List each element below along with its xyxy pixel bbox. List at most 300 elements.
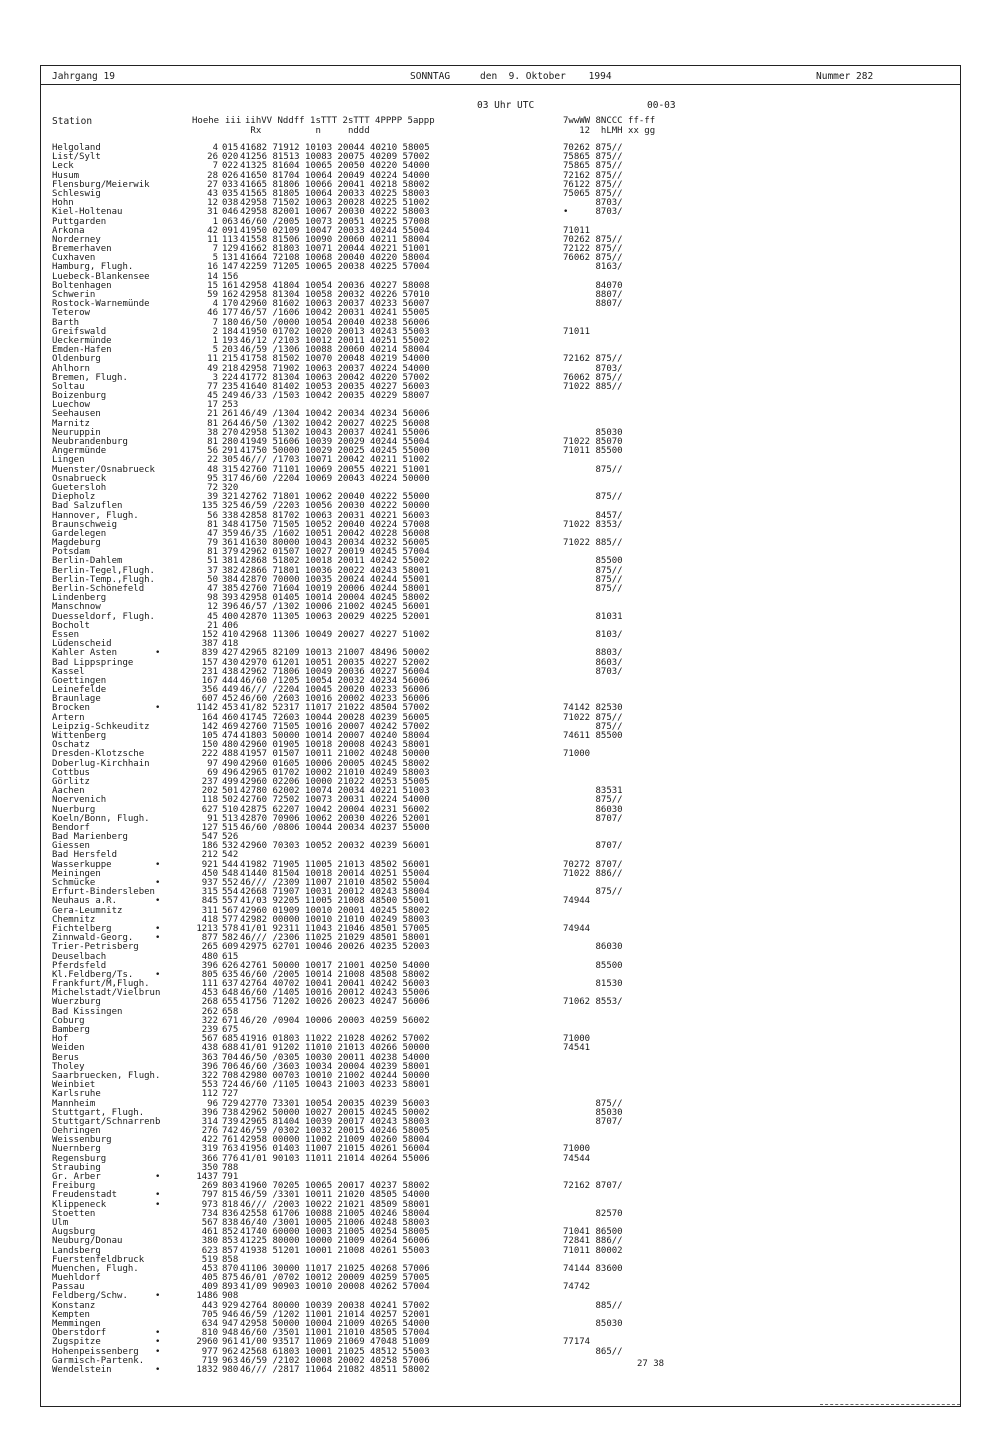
- table-cell: 803: [222, 1181, 239, 1192]
- table-cell: 71022 885//: [563, 381, 623, 392]
- table-cell: 72162 875//: [563, 170, 623, 181]
- table-cell: 838: [222, 1217, 239, 1228]
- table-cell: 46/33 /1503 10042 20035 40229 58007: [240, 391, 430, 402]
- table-cell: 839: [201, 648, 218, 659]
- table-cell: 7: [212, 244, 218, 255]
- table-cell: Brocken •: [52, 703, 161, 714]
- table-cell: Oehringen: [52, 1126, 101, 1137]
- table-cell: 74144 83600: [563, 1263, 623, 1274]
- table-cell: 542: [222, 850, 239, 861]
- table-cell: 42875 62207 10042 20004 40231 56002: [240, 804, 430, 815]
- table-cell: 51: [207, 556, 218, 567]
- table-cell: Ahlhorn: [52, 363, 90, 374]
- table-cell: Weinbiet: [52, 1080, 96, 1091]
- table-cell: 875//: [563, 584, 623, 594]
- table-cell: 705: [201, 1309, 218, 1320]
- groups-2-column: [563, 144, 623, 1375]
- table-cell: 885//: [563, 1300, 623, 1311]
- table-cell: Gera-Leumnitz: [52, 905, 123, 916]
- table-cell: 46/60 /1105 10043 21003 40233 58001: [240, 1080, 430, 1091]
- table-cell: Wasserkuppe •: [52, 859, 161, 870]
- table-cell: 41/01 92311 11043 21046 48501 57005: [240, 923, 430, 934]
- table-cell: Augsburg: [52, 1227, 96, 1238]
- table-cell: 38: [207, 427, 218, 438]
- table-cell: Weissenburg: [52, 1135, 112, 1146]
- table-cell: 45: [207, 611, 218, 622]
- table-cell: 449: [222, 685, 239, 696]
- table-cell: 658: [222, 1006, 239, 1017]
- table-cell: 729: [222, 1098, 239, 1109]
- table-cell: 46/40 /3001 10005 21006 40248 58003: [240, 1217, 430, 1228]
- table-cell: 532: [222, 841, 239, 852]
- table-cell: 56: [207, 510, 218, 521]
- table-cell: 947: [222, 1319, 239, 1329]
- table-cell: 026: [222, 170, 239, 181]
- table-cell: [563, 1127, 623, 1136]
- table-cell: 59: [207, 290, 218, 300]
- table-cell: 453: [201, 988, 218, 999]
- table-cell: 14: [207, 271, 218, 282]
- table-cell: Bocholt: [52, 620, 90, 631]
- table-cell: 75865 875//: [563, 152, 623, 163]
- table-cell: 875//: [563, 464, 623, 475]
- column-hoehe: Hoehe: [192, 116, 220, 126]
- table-cell: 46/60 /1205 10054 20032 40234 56006: [240, 675, 430, 686]
- table-cell: 135: [201, 501, 218, 512]
- table-cell: 8807/: [563, 299, 623, 310]
- table-cell: 870: [222, 1263, 239, 1274]
- table-cell: [563, 1366, 623, 1375]
- table-cell: Bamberg: [52, 1025, 90, 1035]
- table-cell: Leck: [52, 161, 74, 172]
- table-cell: 1486: [196, 1291, 218, 1302]
- table-cell: 41745 72603 10044 20028 40239 56005: [240, 712, 430, 723]
- table-cell: 42960 01905 10018 20008 40243 58001: [240, 740, 430, 751]
- table-cell: Zinnwald-Georg. •: [52, 933, 161, 944]
- table-cell: 21: [207, 409, 218, 420]
- table-cell: 17: [207, 400, 218, 411]
- table-cell: 430: [222, 657, 239, 668]
- table-cell: 452: [222, 694, 239, 705]
- table-cell: 858: [222, 1254, 239, 1265]
- table-cell: 46/59 /2102 10008 20002 40258 57006: [240, 1355, 430, 1366]
- table-cell: Berlin-Tegel,Flugh.: [52, 565, 155, 576]
- table-cell: 46/50 /1302 10042 20027 40225 56008: [240, 418, 430, 429]
- table-cell: 788: [222, 1162, 239, 1173]
- table-cell: Oldenburg: [52, 354, 101, 365]
- table-cell: 948: [222, 1328, 239, 1339]
- table-cell: 063: [222, 216, 239, 227]
- table-cell: 038: [222, 198, 239, 209]
- table-cell: 85030: [563, 427, 623, 438]
- station-column: [52, 144, 160, 1375]
- table-cell: 937: [201, 878, 218, 888]
- table-cell: 70262 875//: [563, 143, 623, 153]
- table-cell: Regensburg: [52, 1153, 107, 1164]
- table-cell: 1: [212, 335, 218, 346]
- groups-1-column: [240, 144, 430, 1375]
- table-cell: 72162 8707/: [563, 1181, 623, 1192]
- table-cell: 46/60 /2204 10069 20043 40224 50000: [240, 473, 430, 484]
- table-cell: 363: [201, 1052, 218, 1063]
- table-cell: 42870 70906 10062 20030 40226 52001: [240, 813, 430, 824]
- table-cell: 8163/: [563, 262, 623, 273]
- table-cell: 72: [207, 482, 218, 493]
- table-cell: 71022 885//: [563, 538, 623, 549]
- table-cell: 41772 81304 10063 20042 40220 57002: [240, 372, 430, 383]
- table-cell: 845: [201, 896, 218, 907]
- table-cell: 162: [222, 290, 239, 300]
- table-cell: 033: [222, 179, 239, 190]
- table-cell: 41/03 92205 11005 21008 48500 55001: [240, 896, 430, 907]
- table-cell: 76062 875//: [563, 372, 623, 383]
- table-cell: 41/01 90103 11011 21014 40264 55006: [240, 1153, 430, 1164]
- table-cell: 1213: [196, 923, 218, 934]
- table-cell: 42259 71205 10065 20038 40225 57004: [240, 262, 430, 273]
- table-cell: 46/60 /2603 10016 20002 40233 56006: [240, 694, 430, 705]
- footer-dash: [820, 1404, 960, 1405]
- table-cell: 42965 01702 10002 21010 40249 58003: [240, 767, 430, 778]
- table-cell: Kassel: [52, 666, 85, 677]
- table-cell: 380: [201, 1236, 218, 1247]
- table-cell: 42962 71806 10049 20036 40227 56004: [240, 666, 430, 677]
- table-cell: 156: [222, 271, 239, 282]
- table-cell: Berlin-Dahlem: [52, 556, 123, 567]
- table-cell: 567: [201, 1034, 218, 1045]
- table-cell: 75865 875//: [563, 161, 623, 172]
- table-cell: 946: [222, 1309, 239, 1320]
- table-cell: 42958 41804 10054 20036 40227 58008: [240, 280, 430, 291]
- table-cell: 113: [222, 234, 239, 245]
- table-cell: 12: [207, 602, 218, 613]
- table-cell: 112: [201, 1089, 218, 1100]
- table-cell: 875//: [563, 1098, 623, 1109]
- date-label: den 9. Oktober 1994: [480, 71, 612, 82]
- table-cell: Hohenpeissenberg •: [52, 1346, 161, 1357]
- table-cell: 46/60 /2005 10014 21008 48508 58002: [240, 969, 430, 980]
- table-cell: 634: [201, 1319, 218, 1329]
- column-iii: iii: [225, 116, 242, 126]
- table-cell: 42960 01605 10006 20005 40245 58002: [240, 758, 430, 769]
- time-range: 00-03: [647, 100, 676, 111]
- table-cell: 72841 886//: [563, 1236, 623, 1247]
- table-cell: 815: [222, 1190, 239, 1201]
- table-cell: 810: [201, 1328, 218, 1339]
- table-cell: 875//: [563, 795, 623, 806]
- table-cell: 264: [222, 418, 239, 429]
- table-cell: 170: [222, 299, 239, 310]
- table-cell: 42870 11305 10063 20029 40225 52001: [240, 611, 430, 622]
- table-cell: 41740 60000 10003 21005 40254 58005: [240, 1227, 430, 1238]
- table-cell: 42760 71101 10069 20055 40221 51001: [240, 464, 430, 475]
- table-cell: 41750 71505 10052 20040 40224 57008: [240, 519, 430, 530]
- table-cell: 42: [207, 225, 218, 236]
- table-cell: 41565 81805 10064 20033 40225 58003: [240, 188, 430, 199]
- table-cell: 41803 50000 10014 20007 40240 58004: [240, 731, 430, 741]
- table-cell: Neuhaus a.R. •: [52, 896, 161, 907]
- table-cell: 046: [222, 207, 239, 218]
- table-cell: 2: [212, 326, 218, 337]
- table-cell: [563, 677, 623, 686]
- table-cell: 320: [222, 482, 239, 493]
- table-cell: 86030: [563, 804, 623, 815]
- table-cell: 719: [201, 1355, 218, 1366]
- table-cell: Pferdsfeld: [52, 960, 107, 971]
- table-cell: Barth: [52, 317, 80, 328]
- table-cell: 405: [201, 1273, 218, 1284]
- table-cell: 46/// /1703 10071 20042 40211 51002: [240, 455, 430, 466]
- table-cell: Coburg: [52, 1015, 85, 1026]
- table-cell: [563, 309, 623, 318]
- table-cell: 315: [222, 464, 239, 475]
- table-cell: 42568 61803 10001 21025 48512 55003: [240, 1346, 430, 1357]
- table-cell: 41630 80000 10043 20034 40232 56005: [240, 538, 430, 549]
- table-cell: 382: [222, 565, 239, 576]
- table-cell: Guetersloh: [52, 482, 107, 493]
- table-cell: 627: [201, 804, 218, 815]
- table-cell: 8707/: [563, 813, 623, 824]
- table-cell: Bad Salzuflen: [52, 501, 123, 512]
- table-cell: 46/57 /1302 10006 21002 40245 56001: [240, 602, 430, 613]
- table-cell: Gardelegen: [52, 528, 107, 539]
- table-cell: 42866 71801 10036 20022 40243 58001: [240, 565, 430, 576]
- column-groups-1-sub: Rx n nddd: [245, 126, 370, 136]
- table-cell: 41938 51201 10001 21008 40261 55003: [240, 1245, 430, 1256]
- table-cell: 77: [207, 381, 218, 392]
- table-cell: Schmücke •: [52, 878, 161, 888]
- table-cell: 142: [201, 721, 218, 732]
- table-cell: 71022 8353/: [563, 519, 623, 530]
- table-cell: 350: [201, 1162, 218, 1173]
- table-cell: 438: [222, 666, 239, 677]
- table-cell: 020: [222, 152, 239, 163]
- table-cell: 461: [201, 1227, 218, 1238]
- table-cell: 708: [222, 1070, 239, 1081]
- table-cell: 5: [212, 345, 218, 356]
- table-cell: Bad Lippspringe: [52, 657, 134, 668]
- table-cell: Hamburg, Flugh.: [52, 262, 134, 273]
- table-cell: 857: [222, 1245, 239, 1256]
- table-cell: 82570: [563, 1208, 623, 1219]
- table-cell: Manschnow: [52, 602, 101, 613]
- table-cell: 42558 61706 10088 21005 40246 58004: [240, 1208, 430, 1219]
- column-groups-1: iihVV Nddff 1sTTT 2sTTT 4PPPP 5appp: [245, 116, 435, 126]
- table-cell: 42761 50000 10017 21001 40250 54000: [240, 960, 430, 971]
- table-cell: 973: [201, 1199, 218, 1210]
- table-cell: 46/59 /1202 11001 21014 40257 52001: [240, 1309, 430, 1320]
- table-cell: Hohn: [52, 198, 74, 209]
- table-cell: 8707/: [563, 1116, 623, 1127]
- table-cell: Frankfurt/M,Flugh.: [52, 979, 150, 990]
- table-cell: 480: [201, 951, 218, 962]
- table-cell: 387: [201, 639, 218, 650]
- table-cell: 41/01 91202 11010 21013 40266 50000: [240, 1043, 430, 1054]
- table-cell: 322: [201, 1070, 218, 1081]
- table-cell: 1437: [196, 1172, 218, 1182]
- table-cell: 71062 8553/: [563, 997, 623, 1008]
- table-cell: 554: [222, 887, 239, 898]
- table-cell: 980: [222, 1364, 239, 1375]
- table-cell: Freudenstadt •: [52, 1190, 161, 1201]
- table-cell: 74944: [563, 923, 591, 934]
- table-cell: 74611 85500: [563, 731, 623, 741]
- table-cell: 46/49 /1304 10042 20034 40234 56006: [240, 409, 430, 420]
- table-cell: 118: [201, 795, 218, 806]
- table-cell: Boizenburg: [52, 391, 107, 402]
- table-cell: Emden-Hafen: [52, 345, 112, 356]
- table-cell: 42975 62701 10046 20026 40235 52003: [240, 942, 430, 953]
- table-cell: 609: [222, 942, 239, 953]
- table-cell: 805: [201, 969, 218, 980]
- table-cell: 577: [222, 914, 239, 925]
- table-cell: 193: [222, 335, 239, 346]
- table-cell: 98: [207, 593, 218, 604]
- table-cell: 46/35 /1602 10051 20042 40228 56008: [240, 528, 430, 539]
- table-cell: 42770 73301 10054 20035 40239 56003: [240, 1098, 430, 1109]
- table-cell: 42965 81404 10039 20017 40243 58003: [240, 1116, 430, 1127]
- table-cell: Stoetten: [52, 1208, 96, 1219]
- table-cell: 215: [222, 354, 239, 365]
- table-cell: [563, 1072, 623, 1081]
- table-cell: 501: [222, 786, 239, 797]
- table-cell: 791: [222, 1172, 239, 1182]
- table-cell: 8703/: [563, 666, 623, 677]
- table-cell: 46/57 /1606 10042 20031 40241 55005: [240, 308, 430, 319]
- table-cell: 42764 40702 10041 20041 40242 56003: [240, 979, 430, 990]
- table-cell: 875//: [563, 721, 623, 732]
- table-cell: 41756 71202 10026 20023 40247 56006: [240, 997, 430, 1008]
- table-cell: Landsberg: [52, 1245, 101, 1256]
- table-cell: 81: [207, 437, 218, 447]
- table-cell: 582: [222, 933, 239, 944]
- table-cell: 797: [201, 1190, 218, 1201]
- table-cell: 305: [222, 455, 239, 466]
- table-cell: 42960 01909 10010 20001 40245 58002: [240, 905, 430, 916]
- table-cell: 147: [222, 262, 239, 273]
- table-cell: 738: [222, 1107, 239, 1118]
- table-cell: Aachen: [52, 786, 85, 797]
- table-cell: 567: [201, 1217, 218, 1228]
- year-label: Jahrgang 19: [52, 71, 115, 82]
- table-cell: 43: [207, 188, 218, 199]
- table-cell: 46/60 /1405 10016 20012 40243 55006: [240, 988, 430, 999]
- table-cell: 41650 81704 10064 20049 40224 54000: [240, 170, 430, 181]
- table-cell: [240, 1164, 430, 1173]
- table-cell: Weiden: [52, 1043, 85, 1054]
- table-cell: 875//: [563, 492, 623, 503]
- table-cell: 71011 80002: [563, 1245, 623, 1256]
- table-cell: 76062 875//: [563, 253, 623, 264]
- table-cell: 635: [222, 969, 239, 980]
- table-cell: 366: [201, 1153, 218, 1164]
- table-cell: Kempten: [52, 1309, 90, 1320]
- table-cell: 908: [222, 1291, 239, 1302]
- table-cell: 70272 8707/: [563, 859, 623, 870]
- table-cell: Cottbus: [52, 767, 90, 778]
- table-cell: 322: [201, 1015, 218, 1026]
- table-cell: 406: [222, 620, 239, 631]
- table-cell: 22: [207, 455, 218, 466]
- table-cell: Bremerhaven: [52, 244, 112, 255]
- table-cell: Rostock-Warnemünde: [52, 299, 150, 310]
- table-cell: Neuburg/Donau: [52, 1236, 123, 1247]
- hoehe-column: [194, 144, 218, 1375]
- table-cell: 71011 85500: [563, 446, 623, 457]
- table-cell: 129: [222, 244, 239, 255]
- table-cell: 42870 70000 10035 20024 40244 55001: [240, 574, 430, 585]
- table-cell: 42760 71505 10016 20007 40242 57002: [240, 721, 430, 732]
- table-cell: [563, 1063, 623, 1072]
- table-cell: [563, 410, 623, 419]
- table-cell: 8103/: [563, 629, 623, 640]
- table-cell: [563, 1054, 623, 1063]
- table-cell: 41949 51606 10039 20029 40244 55004: [240, 437, 430, 447]
- table-cell: 74142 82530: [563, 703, 623, 714]
- table-cell: 46/59 /3301 10011 21020 48505 54000: [240, 1190, 430, 1201]
- table-cell: 385: [222, 584, 239, 594]
- table-cell: 444: [222, 675, 239, 686]
- table-cell: 41950 01702 10020 20013 40243 55003: [240, 326, 430, 337]
- table-cell: 167: [201, 675, 218, 686]
- table-cell: 71022 875//: [563, 712, 623, 723]
- table-cell: 46/60 /0806 10044 20034 40237 55000: [240, 822, 430, 833]
- table-cell: Garmisch-Partenk.: [52, 1355, 145, 1366]
- table-cell: 46/// /2003 10022 21021 48509 58001: [240, 1199, 430, 1210]
- table-cell: 11: [207, 234, 218, 245]
- table-cell: 42970 61201 10051 20035 40227 52002: [240, 657, 430, 668]
- table-cell: Berlin-Schönefeld: [52, 584, 145, 594]
- table-cell: 71011: [563, 225, 591, 236]
- table-cell: 85500: [563, 960, 623, 971]
- table-cell: 921: [201, 859, 218, 870]
- table-cell: 31: [207, 207, 218, 218]
- table-cell: [563, 1357, 623, 1366]
- table-cell: Nuernberg: [52, 1144, 101, 1155]
- table-cell: 648: [222, 988, 239, 999]
- table-cell: 42868 51802 10018 20011 40242 55002: [240, 556, 430, 567]
- table-cell: 8803/: [563, 648, 623, 659]
- table-cell: 480: [222, 740, 239, 751]
- table-cell: Klippeneck •: [52, 1199, 161, 1210]
- table-cell: Berus: [52, 1052, 80, 1063]
- table-cell: 818: [222, 1199, 239, 1210]
- table-cell: 41106 30000 11017 21025 40268 57006: [240, 1263, 430, 1274]
- table-cell: 836: [222, 1208, 239, 1219]
- table-cell: 557: [222, 896, 239, 907]
- table-cell: 42968 11306 10049 20027 40227 51002: [240, 629, 430, 640]
- iii-column: [222, 144, 238, 1375]
- table-cell: 21: [207, 620, 218, 631]
- table-cell: 42760 71604 10019 20006 40244 58001: [240, 584, 430, 594]
- table-cell: 513: [222, 813, 239, 824]
- table-cell: 253: [222, 400, 239, 411]
- table-cell: 41225 80000 10000 21009 40264 56006: [240, 1236, 430, 1247]
- table-cell: 96: [207, 1098, 218, 1109]
- table-cell: 177: [222, 308, 239, 319]
- table-cell: [563, 337, 623, 346]
- table-cell: 261: [222, 409, 239, 420]
- table-cell: 544: [222, 859, 239, 870]
- table-cell: Goettingen: [52, 675, 107, 686]
- table-cell: 28: [207, 170, 218, 181]
- table-cell: 688: [222, 1043, 239, 1054]
- table-cell: 79: [207, 538, 218, 549]
- table-cell: 548: [222, 868, 239, 879]
- table-cell: Hof: [52, 1034, 69, 1045]
- table-cell: Luebeck-Blankensee: [52, 271, 150, 282]
- table-cell: 314: [201, 1116, 218, 1127]
- table-cell: Nuerburg: [52, 804, 96, 815]
